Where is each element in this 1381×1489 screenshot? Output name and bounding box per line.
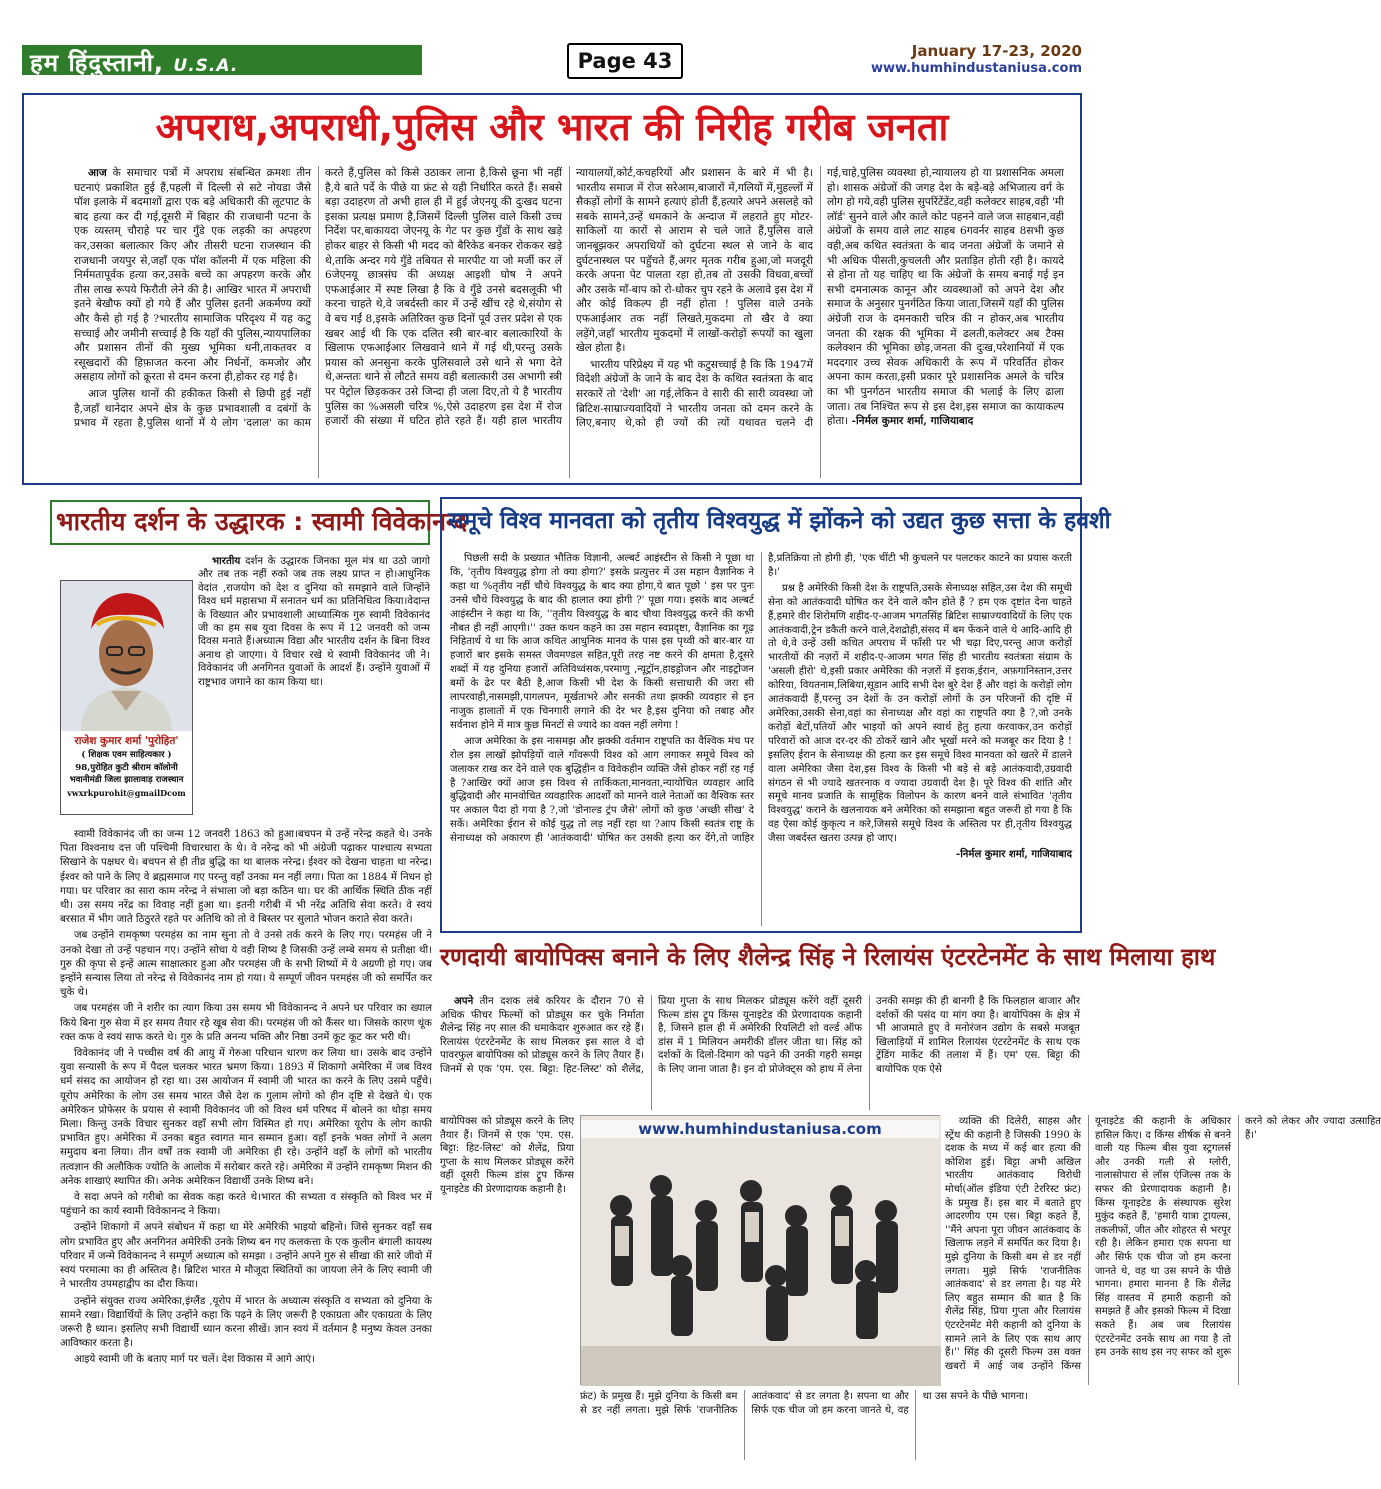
kings-united-group-photo	[580, 1115, 940, 1385]
article-vivekananda-headline: भारतीय दर्शन के उद्धारक : स्वामी विवेकानन्द	[56, 507, 467, 536]
author-email: vwxrkpurohit@gmailDcom	[67, 788, 186, 798]
article-crime-p2: आज पुलिस थानों की हकीकत किसी से छिपी हुई नहीं है,जहाँ थानेदार अपने क्षेत्र के कुछ प्रभावशाली व दबंगों के प्रभाव में रहता है,पुलिस थानों में ये लोग 'दलाल' का काम करते हैं,पुलिस को किसे उठाकर लाना है,किसे छूना भी नहीं है,ये बाते पर्दे के पीछे या फ्रंट से यही निर्धारित करते हैं। सबसे बड़ा उदाहरण तो अभी हाल ही में हुई जेएनयू की दुःखद घटना इसका प्रत्यक्ष प्रमाण है,जिसमें दिल्ली पुलिस वाले किसी उच्च निर्देश पर,बाकायदा जेएनयू के गेट पर कुछ गुँडों के साथ खड़े होकर बाहर से किसी भी मदद को बैरिकेड बनकर रोककर खड़े थे,ताकि अन्दर गये गुँडे तबियत से मारपीट या जो मर्जी कर लें 6जेएनयू छात्रसंघ की अध्यक्ष आइशी घोष ने अपने एफआईआर में स्पष्ट लिखा है कि वे गुँडे उनसे बदसलूकी भी करना चाहते थे,वे जबर्दस्ती कार में उन्हें खींच रहे थे,संयोग से वे बच गईं 8,इसके अतिरिक्त कुछ दिनों पूर्व उत्तर प्रदेश से एक खबर आई थी कि एक दलित स्त्री बार-बार बलात्कारियों के खिलाफ एफआईआर लिखवाने थाने में गई थी,परन्तु उसके प्रयास को अनसुना करके पुलिसवाले उसे थाने से भगा देते थे,अन्ततः थाने से लौटते समय वही बलात्कारी उस अभागी स्त्री पर पेट्रोल छिड़ककर उसे जिन्दा ही जला दिए,तो ये है भारतीय पुलिस का %असली चरित्र %,ऐसे उदाहरण इस देश में रोज हजारों की संख्या में घटित होते रहते हैं। यही हाल भारतीय न्यायालयों,कोर्ट,कचहरियों और प्रशासन के बारे में भी है। भारतीय समाज में रोज सरेआम,बाजारों में,गलियों में,मुहल्लों में सैकड़ों लोगों के सामने हत्याएं होती हैं,हत्यारे अपने असलहे को सबके सामने,उन्हें धमकाने के अन्दाज में लहराते हुए मोटर-साकिलों या कारों से आराम से चले जाते हैं,पुलिस वाले जानबूझकर अपराधियों को दुर्घटना स्थल से जाने के बाद दुर्घटनास्थल पर पहुँचते हैं,अगर मृतक गरीब हुआ,जो मजदूरी करके अपना पेट पालता रहा हो,तब तो उसकी विधवा,बच्चों और उसके माँ-बाप को रो-धोकर चुप रहने के अलावे इस देश में और कोई विकल्प ही नहीं होता ! पुलिस वाले उनके एफआईआर तक नहीं लिखते,मुकदमा तो खैर वे क्या लड़ेंगे,जहाँ भारतीय मुकदमों में लाखों-करोड़ों रूपयों का खुला खेल होता है।	[74, 167, 813, 430]
issue-date: January 17-23, 2020	[911, 42, 1082, 60]
article-biopic-p1: तीन दशक लंबे करियर के दौरान 70 से अधिक फीचर फिल्मों को प्रोड्यूस कर चुके निर्माता शैलेन्द्र सिंह नए साल की धमाकेदार शुरुआत कर रहे हैं। रिलायंस एंटरटेनमेंट के साथ मिलकर इस साल वे दो पावरफुल बायोपिक्स को प्रोड्यूस करने के लिए तैयार हैं। जिनमें से एक 'एम. एस. बिट्टा: हिट-लिस्ट' को शैलेंद्र, प्रिया गुप्ता के साथ मिलकर प्रोड्यूस करेंगे वहीं दूसरी फिल्म डांस ट्रूप किंग्स यूनाइटेड की प्रेरणादायक कहानी है, जिसने हाल ही में अमेरिकी रियलिटी शो वर्ल्ड ऑफ डांस में 1 मिलियन अमरीकी डॉलर जीता था। सिंह को दर्शकों के दिलो-दिमाग को पढ़ने की उनकी गहरी समझ के लिए जाना जाता है। इन दो प्रोजेक्ट्स को हाथ में लेना उनकी समझ की ही बानगी है कि फिलहाल बाजार और दर्शकों की पसंद या मांग क्या है। बायोपिक्स के क्षेत्र में भी आजमाते हुए वे मनोरंजन उद्योग के सबसे मजबूत खिलाड़ियों में शामिल रिलायंस एंटरटेनमेंट के साथ एक ट्रेंडिंग मार्केट की तलाश में हैं। एम' एस. बिट्टा की बायोपिक एक ऐसे	[440, 996, 1080, 1075]
article-vivekananda-p3: जब उन्होंने रामकृष्ण परमहंस का नाम सुना तो वे उनसे तर्क करने के लिए गए। परमहंस जी ने उनको देखा तो उन्हें पहचान गए। उन्होंने सोचा ये वही शिष्य है जिसकी उन्हें लम्बे समय से प्रतीक्षा थी। गुरु की कृपा से इन्हें आत्म साक्षात्कार हुआ और परमहंस जी के सभी शिष्यों में ये अग्रणी हो गए। जब इन्होंने सन्यास लिया तो नरेन्द्र से विवेकानंद नाम हो गया। ये सम्पूर्ण जीवन परमहंस जी को समर्पित कर चुके थे।	[60, 930, 432, 999]
article-worldwar-p3: प्रश्न है अमेरिकी किसी देश के राष्ट्रपति,उसके सेनाध्यक्ष सहित,उस देश की समूची सेना को आतंकवादी घोषित कर देने वाले कौन होते हैं ? हम एक दृष्टांत देना चाहते हैं,हमारे वीर शिरोमणि शहीद-ए-आजम भगतसिंह ब्रिटिश साम्राज्यवादियों के लिए एक आतंकवादी,ट्रेन डकैती करने वाले,देशद्रोही,संसद में बम फेंकने वाले थे आदि-आदि ही तो थे,वे उन्हें उसी कथित अपराध में फाँसी पर भी चढ़ा दिए,परन्तु आज करोड़ों भारतीयों की नज़रों में शहीद-ए-आजम भगत सिंह ही भारतीय स्वतंत्रता संग्राम के 'असली हीरो' थे,इसी प्रकार अमेरिका की नज़रों में इराक,ईरान, अफ़गानिस्तान,उत्तर कोरिया, वियतनाम,लिबिया,सूडान आदि सभी देश बुरे देश हैं और वहां के करोड़ों लोग आतंकवादी हैं,परन्तु उन देशों के उन करोड़ों लोगों के उन परिजनों की दृष्टि में अमेरिका,उसकी सेना,वहां का सेनाध्यक्ष और वहां का राष्ट्रपति क्या है ?,जो उनके करोड़ों बेटों,पतियों और भाइयों को अपने स्वार्थ हेतु हत्या करवाकर,उन करोड़ों परिवारों को आज दर-दर की ठोकरें खाने और भूखों मरने को मजबूर कर दिया है ! इसलिए ईरान के सेनाध्यक्ष की हत्या कर इस समूचे विश्व मानवता को खतरे में डालने वाला अमेरिका जैसा देश,इस विश्व के किसी भी बड़े से बड़े आतंकवादी,उग्रवादी संगठन से भी ज्यादे खतरनाक व ज्यादा उग्रवादी देश है। पूरे विश्व की शांति और समूचे मानव प्रजाति के सामूहिक विलोपन के कारण बनने वाले संभावित 'तृतीय विश्वयुद्ध' कराने के खलनायक बने अमेरिका को समझाना बहुत जरूरी हो गया है कि वह ऐसा कोई कुकृत्य न करे,जिससे समूचे विश्व के अस्तित्व पर ही,तृतीय विश्वयुद्ध जैसा जबर्दस्त खतरा उत्पन्न हो जाए।	[768, 582, 1072, 845]
author-name: राजेश कुमार शर्मा 'पुरोहित'	[74, 735, 179, 747]
site-url[interactable]: www.humhindustaniusa.com	[870, 61, 1082, 76]
article-vivekananda-p1: दर्शन के उद्धारक जिनका मूल मंत्र था उठो जागो और तब तक नहीं रुको जब तक लक्ष्य प्राप्त न हो।आधुनिक वेदांत ,राजयोग को देश व दुनिया को समझाने वाले जिन्होंने विश्व धर्म महासभा में सनातन धर्म का प्रतिनिधित्व किया।वेदान्त के विख्यात और प्रभावशाली आध्यात्मिक गुरु स्वामी विवेकानंद जी का हम सब युवा दिवस के रूप में 12 जनवरी को जन्म दिवस मनाते हैं।अध्यात्म विद्या और भारतीय दर्शन के बिना विश्व अनाथ हो जाएगा। ये विचार रखे थे स्वामी विवेकानंद जी ने।विवेकानंद जी अनगिनत युवाओं के आदर्श हैं। उन्होंने युवाओं में राष्ट्रभाव जगाने का काम किया था।	[198, 556, 430, 688]
masthead	[22, 30, 1082, 82]
article-crime-p1: के समाचार पत्रों में अपराध संबन्धित क्रमशः तीन घटनाएं प्रकाशित हुई हैं,पहली में दिल्ली से सटे नोयडा जैसे पॉश इलाके में बदमाशों द्वारा एक बड़े अधिकारी की लूटपाट के बाद हत्या कर दी गई,दूसरी में बिहार की राजधानी पटना के एक व्यस्तम् चौराहे पर चार गुँडे एक लड़की का अपहरण कर,उसका बलात्कार किए और तीसरी घटना राजस्थान की राजधानी जयपुर से,जहाँ एक पॉश कॉलनी में एक महिला की निर्ममतापूर्वक हत्या कर,उसके बच्चे का अपहरण करके और तीस लाख रूपये फिरौती लेने की है। आखिर भारत में अपराधी इतने बेखौफ क्यों हो गये हैं और पुलिस इतनी अकर्मण्य क्यों और कैसे हो गई है ?भारतीय सामाजिक परिदृश्य में यह कटु सच्चाई और जमीनी सच्चाई है कि यहाँ की पुलिस,न्यायपालिका और प्रशासन तीनों की मुख्य भूमिका धनी,ताकतवर व रसूखदारों की हिफ़ाजत करना और निर्धनों, कमजोर और असहाय लोगों को क्रूरता से दमन करना ही,होकर रह गई है।	[74, 167, 311, 384]
author-address-line1: 98,पुरोहित कुटी श्रीराम कॉलोनी	[75, 763, 178, 773]
article-worldwar-headline: समूचे विश्व मानवता को तृतीय विश्वयुद्ध में झोंकने को उद्यत कुछ सत्ता के हवशी	[448, 508, 1111, 534]
article-vivekananda-body	[60, 828, 432, 1458]
article-vivekananda-p2: स्वामी विवेकानंद जी का जन्म 12 जनवरी 1863 को हुआ।बचपन मे उन्हें नरेन्द्र कहते थे। उनके पिता विश्वनाथ दत्त जी पश्चिमी विचारधारा के थे। वे नरेन्द्र को भी अंग्रेजी पढ़ाकर पाश्चात्य सभ्यता सिखाने के पक्षधर थे। बचपन से ही तीव्र बुद्धि का था बालक नरेन्द्र। ईश्वर को देखना चाहता था नरेन्द्र। ईश्वर को पाने के लिए वे ब्रह्मसमाज गए परन्तु वहाँ उनका मन नहीं लगा। पिता का 1884 में निधन हो गया। घर परिवार का सारा काम नरेन्द्र ने संभाला जो बड़ा कठिन था। घर की आर्थिक स्थिति ठीक नहीं थी। उस समय नरेंद्र का विवाह नहीं हुआ था। इतनी गरीबी में भी नरेंद्र अतिथि सेवा करते। वे स्वयं बरसात में भीग जाते ठिठुरते रहते पर अतिथि को तो वे बिस्तर पर सुलाते भोजन कराते सेवा करते।	[60, 829, 432, 926]
article-worldwar-p1: पिछली सदी के प्रख्यात भौतिक विज्ञानी, अल्बर्ट आइंस्टीन से किसी ने पूछा था कि, 'तृतीय विश्वयुद्ध होगा तो क्या होगा?' इसके प्रत्युत्तर में उस महान वैज्ञानिक ने कहा था %तृतीय नहीं चौथे विश्वयुद्ध के बाद क्या होगा,ये बात पूछो ' इस पर पुनः उनसे चौथे विश्वयुद्ध के बाद की हालात क्या होगी ?' पूछा गया। इसके बाद अल्बर्ट आइंस्टीन ने कहा था कि, ''तृतीय विश्वयुद्ध के बाद चौथा विश्वयुद्ध करने की कभी नौबत ही नहीं आएगी।'' उक्त कथन कहने का उस महान स्वप्नदृष्टा, वैज्ञानिक का गूढ़ निहितार्थ ये था कि आज कथित आधुनिक मानव के पास इस पृथ्वी को बार-बार या हजारों बार इसके समस्त जैवमण्डल सहित,पूरी तरह नष्ट करने की क्षमता है,दूसरे शब्दों में यह दुनिया हजारों अतिविध्वंसक,परमाणु ,न्यूट्रॉन,हाइड्रोजन और नाइट्रोजन बमों के ढेर पर बैठी है,आज किसी भी देश के किसी सत्ताधारी की जरा सी लापरवाही,नासमझी,पागलपन, मूर्खताभरे और सनकी तथा झक्की व्यवहार से इन नाजुक हालातों में एक चिनगारी लगाने की देर भर है,इस दुनिया को तबाह और सर्वनाश होने में मात्र कुछ मिनटों से ज्यादे का वक्त नहीं लगेगा !	[450, 553, 754, 731]
author-portrait-illustration	[61, 581, 192, 731]
author-portrait-card	[60, 580, 193, 815]
photo-watermark-url: www.humhindustaniusa.com	[581, 1120, 939, 1138]
article-worldwar-byline: -निर्मल कुमार शर्मा, गाजियाबाद	[956, 849, 1072, 861]
article-biopic-col-left	[440, 1115, 574, 1460]
author-title: ( शिक्षक एवम साहित्यकार )	[81, 750, 172, 760]
article-biopic-p2: व्यक्ति की दिलेरी, साहस और स्ट्रेंथ की कहानी है जिसकी 1990 के दशक के मध्य में कई बार हत्या की कोशिश हुई। बिट्टा अभी अखिल भारतीय आतंकवाद विरोधी मोर्चा(ऑल इंडिया एंटी टेररिस्ट फ्रंट) के प्रमुख हैं। इस बार में बताते हुए आदरणीय एम एस। बिट्टा कहते हैं, ''मैंने अपना पूरा जीवन आतंकवाद के खिलाफ लड़ने में समर्पित कर दिया है। मुझे दुनिया के किसी बम से डर नहीं लगता। मुझे सिर्फ 'राजनीतिक आतंकवाद' से डर लगता है। यह मेरे लिए बहुत सम्मान की बात है कि शैलेंद्र सिंह, प्रिया गुप्ता और रिलायंस एंटरटेनमेंट मेरी कहानी को दुनिया के सामने लाने के लिए एक साथ आए हैं।'' सिंह की दूसरी फिल्म उस वक्त खबरों में आई जब उन्होंने किंग्स यूनाइटेड की कहानी के अधिकार हासिल किए। द किंग्स शीर्षक से बनने वाली यह फिल्म बीस युवा स्ट्रगलर्स और उनकी गली से ग्लोरी, नालासोपारा से लॉस एंजिल्स तक के सफर की प्रेरणादायक कहानी है। किंग्स यूनाइटेड के संस्थापक सुरेश मुकुंद कहते हैं, 'हमारी यात्रा ट्रायल्स, तकलीफों, जीत और शोहरत से भरपूर रही है। लेकिन हमारा एक सपना था और सिर्फ एक चीज जो हम करना जानते थे, वह था उस सपने के पीछे भागना। हमारा मानना है कि शैलेंद्र सिंह वास्तव में हमारी कहानी को समझते हैं और इसको फिल्म में दिखा सकते हैं। अब जब रिलायंस एंटरटेनमेंट उनके साथ आ गया है तो हम उनके साथ इस नए सफर को शुरू करने को लेकर और ज्यादा उत्साहित हैं।'	[945, 1116, 1381, 1372]
article-crime-p3: भारतीय परिप्रेक्ष्य में यह भी कटुसच्चाई है कि किे 1947में विदेशी अंग्रेजों के जाने के बाद देश के कथित स्वतंत्रता के बाद सरकारें तो 'देशी' आ गई,लेकिन वे सारी की सारी व्यवस्था जो ब्रिटिश-साम्राज्यवादियों ने भारतीय जनता को दमन करने के लिए,बनाए थे,को ही ज्यों की त्यों यथावत चलने दी गई,चाहे,पुलिस व्यवस्था हो,न्यायालय हो या प्रशासनिक अमला हो। शासक अंग्रेजों की जगह देश के बड़े-बड़े अभिजात्य वर्ग के लोग हो गये,वही पुलिस सुपरिंटेंडेंट,वही कलेक्टर साहब,वही 'मी लॉर्ड' सुनने वाले और काले कोट पहनने वाले जज साहबान,वही अंग्रेजों के समय वाले लाट साहब 6गवर्नर साहब 8सभी कुछ वही,अब कथित स्वतंत्रता के बाद जनता अंग्रेजों के जमाने से भी अधिक पीसती,कुचलती और प्रताड़ित होती रही है। कायदे से होना तो यह चाहिए था कि अंग्रेजों के समय बनाई गई इन सभी दमनात्मक कानून और व्यवस्थाओं को अपने देश और समाज के अनुसार पुनर्गठित किया जाता,जिसमें यहाँ की पुलिस अंग्रेजी राज के दमनकारी चरित्र की न होकर,अब भारतीय जनता की रक्षक की भूमिका में ढलती,कलेक्टर अब टैक्स कलेक्शन की भूमिका छोड़,जनता की दुःख,परेशानियों में एक मददगार उच्च सेवक अधिकारी के रूप में परिवर्तित होकर अपना काम करता,इसी प्रकार पूरे प्रशासनिक अमले के चरित्र का भी पुनर्गठन भारतीय समाज की भलाई के लिए ढाला जाता। तब निश्चित रूप से इस देश,इस समाज का कायाकल्प होता।	[576, 167, 1064, 430]
article-vivekananda-lead: भारतीय	[212, 555, 241, 567]
article-vivekananda-p5: विवेकानंद जी ने पच्चीस वर्ष की आयु में गेरुआ परिधान धारण कर लिया था। उसके बाद उन्होंने युवा सन्यासी के रूप में पैदल चलकर भारत भ्रमण किया। 1893 में शिकागो अमेरिका में जब विश्व धर्म संसद का आयोजन हो रहा था। उस आयोजन में स्वामी जी भारत का करने के लिए उसमे पहुँचे। यूरोप अमेरिका के लोग उस समय भारत जैसे देश क गुलाम लोगो को हीन दृष्टि से देखते थे। एक अमेरिकन प्रोफेसर के प्रयास से स्वामी विवेकानंद जी को विश्व धर्म परिषद में बोलने का थोड़ा समय मिला। किन्तु उनके विचार सुनकर वहाँ सभी लोग विस्मित हो गए। अमेरिका यूरोप के लोग काफी प्रभावित हुए। अमेरिका में उनका बहुत स्वागत मान सम्मान हुआ। वहाँ इनके भक्त लोगों ने अलग समुदाय बना लिया। तीन वर्षों तक स्वामी जी अमेरिका ही रहे। उन्होंने वहाँ के लोगों को भारतीय तत्वज्ञान की अलौकिक ज्योति के आलोक में सरोबार करते रहे। अमेरिका में उन्होंने रामकृष्ण मिशन की अनेक शाखाएं स्थापित की। अनेक अमेरिकन विद्यार्थी उनके शिष्य बने।	[60, 1048, 432, 1187]
article-biopic-col-left-text: बायोपिक्स को प्रोड्यूस करने के लिए तैयार हैं। जिनमें से एक 'एम. एस. बिट्टा: हिट-लिस्ट' को शैलेंद्र, प्रिया गुप्ता के साथ मिलकर प्रोड्यूस करेंगे वहीं दूसरी फिल्म डांस ट्रूप किंग्स यूनाइटेड की प्रेरणादायक कहानी है।	[440, 1116, 574, 1195]
article-vivekananda-intro	[198, 555, 430, 825]
author-address-line2: भवानीमंडी जिला झालावाड़ राजस्थान	[69, 775, 184, 785]
article-biopic-col-right	[945, 1115, 1381, 1385]
article-vivekananda-p6: वे सदा अपने को गरीबो का सेवक कहा करते थे।भारत की सभ्यता व संस्कृति को विश्व भर में पहुंचाने का कार्य स्वामी विवेकानन्द ने किया।	[60, 1192, 432, 1218]
article-vivekananda-p7: उन्होंने शिकागो में अपने संबोधन में कहा था मेरे अमेरिकी भाइयो बहिनो। जिसे सुनकर वहाँ सब लोग प्रभावित हुए और अनगिनत अमेरिकी उनके शिष्य बन गए कलकत्ता के एक कुलीन बंगाली कायस्थ परिवार में जन्मे विवेकानन्द ने सम्पूर्ण अध्यात्म को समझा । उन्होंने अपने गुरु से सीखा की सारे जीवो में स्वयं परमात्मा का ही अस्तित्व है। ब्रिटिश भारत मे मौजूदा स्थितियों का जायजा लेने के लिए स्वामी जी ने भारतीय उपमहाद्वीप का दौरा किया।	[60, 1222, 432, 1291]
article-crime-body	[74, 166, 1064, 478]
author-portrait	[61, 581, 192, 731]
masthead-title-usa: U.S.A.	[173, 56, 239, 76]
page-number: Page 43	[567, 43, 683, 79]
article-worldwar-p2: आज अमेरिका के इस नासमझ और झक्की वर्तमान राष्ट्रपति का वैश्विक मंच पर रोल इस लाखों झोपड़ियों वाले गाँवरूपी विश्व को आग लगाकर समूचे विश्व को जलाकर राख कर देने वाले एक बुद्धिहीन व विवेकहीन व्यक्ति जैसे होकर नहीं रह गई है ?आखिर क्यों आज इस विश्व से तार्किकता,मानवता,न्यायोचित व्यवहार आदि बुद्धिवादी और मानवोचित व्यवहारिक आदर्शों को मानने वाले नेताओं का वैश्विक स्तर पर अकाल पैदा हो गया है ?,जो 'डोनाल्ड ट्रंप जैसे' लोगों को कुछ 'अच्छी सीख' दे सकें। अमेरिका ईरान से कोई युद्ध तो लड़ नहीं रहा था ?आप किसी स्वतंत्र राष्ट्र के सेनाध्यक्ष को अकारण ही 'आतंकवादी' घोषित कर उसकी हत्या कर देंगे,तो जाहिर है,प्रतिक्रिया तो होगी ही, 'एक चींटी भी कुचलने पर पलटकर काटने का प्रयास करती है।'	[450, 553, 1072, 845]
masthead-title-text: हम हिंदुस्तानी,	[30, 49, 165, 77]
masthead-date-block	[871, 42, 1082, 78]
article-vivekananda-p8: उन्होंने संयुक्त राज्य अमेरिका,इंग्लैंड ,यूरोप में भारत के अध्यात्म संस्कृति व सभ्यता को दुनिया के सामने रखा। विद्यार्थियों के लिए उन्होंने कहा कि पढ़ने के लिए जरूरी है एकाग्रता और एकाग्रता के लिए जरूरी है ध्यान। इसलिए सभी विद्यार्थी ध्यान करना सीखें। ज्ञान स्वयं में वर्तमान है मनुष्य केवल उनका आविष्कार करता है।	[60, 1295, 432, 1350]
article-biopic-headline: रणदायी बायोपिक्स बनाने के लिए शैलेन्द्र सिंह ने रिलायंस एंटरटेनमेंट के साथ मिलाया हाथ	[440, 943, 1216, 971]
article-worldwar-body	[450, 552, 1072, 926]
article-biopic-lead: अपने	[454, 995, 474, 1007]
article-vivekananda-p4: जब परमहंस जी ने शरीर का त्याग किया उस समय भी विवेकानन्द ने अपने घर परिवार का ख्याल किये बिना गुरु सेवा में हर समय तैयार रहे खूब सेवा की। परमहंस जी को कैंसर था। जिसके कारण थूंक रक्त कफ वे स्वयं साफ करते थे। गुरु के प्रति अनन्य भक्ति और निष्ठा उनमें कूट कूट कर भरी थी।	[60, 1003, 432, 1043]
article-biopic-body-bottom	[580, 1390, 1080, 1460]
article-crime-byline: -निर्मल कुमार शर्मा, गाजियाबाद	[851, 415, 974, 428]
article-crime-lead: आज	[88, 167, 107, 179]
article-biopic-body-top	[440, 995, 1080, 1110]
article-biopic-bottom-text: फ्रंट) के प्रमुख हैं। मुझे दुनिया के किसी बम से डर नहीं लगता। मुझे सिर्फ 'राजनीतिक आतंकवाद' से डर लगता है। सपना था और सिर्फ एक चीज जो हम करना जानते थे, वह था उस सपने के पीछे भागना।	[580, 1391, 1028, 1416]
masthead-title	[30, 46, 238, 79]
group-photo-illustration	[581, 1116, 941, 1386]
article-vivekananda-p9: आइये स्वामी जी के बताए मार्ग पर चलें। देश विकास में आगे आएं।	[74, 1354, 315, 1366]
article-crime-headline: अपराध,अपराधी,पुलिस और भारत की निरीह गरीब जनता	[155, 105, 949, 149]
